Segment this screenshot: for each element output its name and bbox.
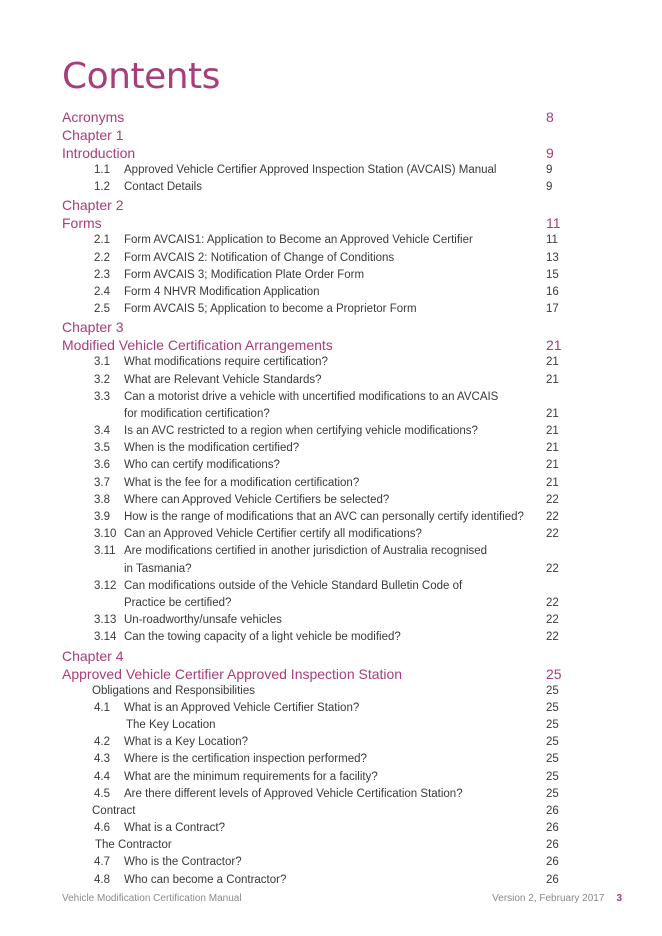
toc-item[interactable]	[62, 440, 560, 457]
toc-item-number: 2.1	[94, 234, 110, 247]
toc-page-number: 25	[546, 701, 559, 714]
toc-page-number: 11	[546, 215, 561, 232]
table-of-contents	[62, 108, 560, 889]
toc-item-text: Can the towing capacity of a light vehicle be modified?	[124, 631, 401, 644]
toc-item-text: Un-roadworthy/unsafe vehicles	[124, 614, 282, 627]
toc-item[interactable]	[62, 769, 560, 786]
toc-item-number: 3.3	[94, 390, 110, 403]
toc-page-number: 21	[546, 407, 559, 420]
toc-page-number: 26	[546, 804, 559, 817]
toc-item[interactable]	[62, 751, 560, 768]
toc-item-number: 3.9	[94, 511, 110, 524]
page-footer	[62, 893, 622, 904]
toc-item-text: Can a motorist drive a vehicle with uncertified modifications to an AVCAIS	[124, 390, 499, 403]
toc-subheading-obligations[interactable]	[62, 683, 560, 700]
toc-page-number: 21	[546, 356, 559, 369]
chapter-title: Introduction	[62, 145, 136, 161]
toc-item-text: When is the modification certified?	[124, 442, 300, 455]
chapter-label: Chapter 1	[62, 127, 124, 143]
toc-page-number: 26	[546, 822, 559, 835]
toc-page-number: 22	[546, 614, 559, 627]
toc-item[interactable]	[62, 526, 560, 543]
toc-item-text: Form AVCAIS 2: Notification of Change of Conditions	[124, 251, 395, 264]
toc-item-number: 4.8	[94, 873, 110, 886]
toc-item-text: Are modifications certified in another jurisdiction of Australia recognised	[124, 545, 488, 558]
toc-page-number: 9	[546, 145, 554, 161]
toc-chapter-2	[62, 196, 560, 214]
toc-entry-chapter-2[interactable]	[62, 214, 560, 232]
toc-item-number: 3.12	[94, 579, 117, 592]
toc-item-number: 3.10	[94, 528, 117, 541]
toc-page-number: 26	[546, 873, 559, 886]
toc-item-number: 4.4	[94, 770, 110, 783]
toc-item-number: 3.7	[94, 476, 110, 489]
toc-page-number: 8	[546, 109, 554, 125]
toc-section-label: Acronyms	[62, 109, 125, 125]
footer-page-number: 3	[616, 893, 622, 904]
toc-item-text: What is the fee for a modification certification?	[124, 476, 360, 489]
toc-item[interactable]	[62, 872, 560, 889]
toc-page-number: 25	[546, 736, 559, 749]
toc-item-number: 4.5	[94, 787, 110, 800]
toc-page-number: 25	[546, 718, 559, 731]
toc-item-text: Form AVCAIS 3; Modification Plate Order Form	[124, 268, 365, 281]
toc-page-number: 13	[546, 251, 559, 264]
toc-page-number: 22	[546, 597, 559, 610]
chapter-title: Modified Vehicle Certification Arrangements	[62, 337, 333, 354]
toc-item-text-continued: Practice be certified?	[124, 597, 232, 610]
chapter-label: Chapter 4	[62, 647, 124, 664]
toc-item[interactable]	[62, 578, 560, 612]
toc-item[interactable]	[62, 820, 560, 837]
toc-page-number: 25	[546, 665, 562, 682]
toc-subheading-key-location[interactable]	[62, 717, 560, 734]
toc-page-number: 21	[546, 442, 559, 455]
toc-item-number: 3.1	[94, 356, 110, 369]
toc-page-number: 25	[546, 787, 559, 800]
toc-item[interactable]	[62, 492, 560, 509]
chapter-title: Forms	[62, 215, 102, 232]
toc-item-number: 1.1	[94, 164, 110, 176]
toc-item-number: 3.8	[94, 493, 110, 506]
page-title: Contents	[62, 56, 220, 97]
toc-item-number: 2.3	[94, 268, 110, 281]
toc-item-number: 4.6	[94, 822, 110, 835]
toc-item[interactable]	[62, 734, 560, 751]
chapter-label: Chapter 2	[62, 197, 124, 214]
toc-item[interactable]	[62, 423, 560, 440]
toc-item[interactable]	[62, 629, 560, 646]
toc-page-number: 25	[546, 753, 559, 766]
toc-item[interactable]	[62, 612, 560, 629]
toc-item-number: 3.5	[94, 442, 110, 455]
toc-item-text: Where can Approved Vehicle Certifiers be selected?	[124, 493, 390, 506]
toc-item-text: Form AVCAIS 5; Application to become a Proprietor Form	[124, 303, 417, 316]
toc-item-text: Form AVCAIS1: Application to Become an Approved Vehicle Certifier	[124, 234, 473, 247]
toc-subheading-text: Obligations and Responsibilities	[92, 684, 256, 697]
toc-entry-acronyms[interactable]	[62, 108, 560, 126]
toc-item-text: Are there different levels of Approved Vehicle Certification Station?	[124, 787, 463, 800]
toc-page-number: 15	[546, 268, 559, 281]
toc-page-number: 21	[546, 476, 559, 489]
toc-item-number: 4.3	[94, 753, 110, 766]
toc-item[interactable]	[62, 457, 560, 474]
toc-item-text: How is the range of modifications that an AVC can personally certify identified?	[124, 511, 524, 524]
toc-page-number: 22	[546, 493, 559, 506]
toc-item[interactable]	[62, 284, 560, 301]
toc-page-number: 26	[546, 839, 559, 852]
toc-page-number: 21	[546, 373, 559, 386]
toc-item-text: What is an Approved Vehicle Certifier Station?	[124, 701, 360, 714]
toc-entry-chapter-3[interactable]	[62, 336, 560, 354]
toc-item[interactable]	[62, 786, 560, 803]
toc-entry-chapter-4[interactable]	[62, 665, 560, 683]
toc-chapter-3	[62, 318, 560, 336]
toc-item-text-continued: in Tasmania?	[124, 562, 192, 575]
toc-item-number: 3.2	[94, 373, 110, 386]
toc-page-number: 21	[546, 425, 559, 438]
toc-item-text: What modifications require certification?	[124, 356, 328, 369]
toc-item[interactable]	[62, 854, 560, 871]
toc-item-text: Contact Details	[124, 181, 202, 194]
toc-item-number: 3.11	[94, 545, 116, 558]
toc-subheading-text: The Contractor	[95, 839, 172, 852]
toc-subheading-text: Contract	[92, 804, 136, 817]
toc-item[interactable]	[62, 509, 560, 526]
toc-item[interactable]	[62, 389, 560, 423]
toc-subheading-contractor[interactable]	[62, 837, 560, 854]
chapter-label: Chapter 3	[62, 319, 124, 336]
toc-item-text: What are the minimum requirements for a facility?	[124, 770, 378, 783]
toc-page-number: 21	[546, 459, 559, 472]
toc-page-number: 25	[546, 770, 559, 783]
toc-item[interactable]	[62, 301, 560, 318]
toc-item[interactable]	[62, 372, 560, 389]
toc-item-text: What is a Key Location?	[124, 736, 249, 749]
toc-item-number: 2.2	[94, 251, 110, 264]
toc-item[interactable]	[62, 475, 560, 492]
toc-item-text: What are Relevant Vehicle Standards?	[124, 373, 322, 386]
toc-page-number: 17	[546, 303, 559, 316]
toc-item-number: 1.2	[94, 181, 110, 194]
toc-item-text: Can an Approved Vehicle Certifier certify all modifications?	[124, 528, 422, 541]
toc-item-text: Form 4 NHVR Modification Application	[124, 285, 320, 298]
toc-item-number: 2.5	[94, 303, 110, 316]
toc-page-number: 22	[546, 511, 559, 524]
toc-item-number: 4.2	[94, 736, 110, 749]
toc-item-text: Who is the Contractor?	[124, 856, 242, 869]
toc-item[interactable]	[62, 354, 560, 371]
toc-item-text: Who can become a Contractor?	[124, 873, 287, 886]
toc-item[interactable]	[62, 179, 560, 196]
toc-item[interactable]	[62, 700, 560, 717]
toc-item-number: 3.14	[94, 631, 117, 644]
toc-subheading-contract[interactable]	[62, 803, 560, 820]
toc-item-text: Who can certify modifications?	[124, 459, 280, 472]
toc-page-number: 25	[546, 684, 559, 697]
toc-item-text: Can modifications outside of the Vehicle Standard Bulletin Code of	[124, 579, 463, 592]
toc-item-number: 3.13	[94, 614, 117, 627]
toc-subheading-text: The Key Location	[126, 718, 216, 731]
toc-item[interactable]	[62, 543, 560, 577]
toc-chapter-4	[62, 647, 560, 665]
toc-page-number: 16	[546, 285, 559, 298]
toc-item-text: Where is the certification inspection performed?	[124, 753, 367, 766]
toc-item-text: Is an AVC restricted to a region when certifying vehicle modifications?	[124, 425, 478, 438]
toc-page-number: 22	[546, 528, 559, 541]
footer-version: Version 2, February 2017	[492, 893, 605, 904]
toc-item[interactable]	[62, 267, 560, 284]
toc-item-number: 3.4	[94, 425, 110, 438]
toc-item-number: 4.1	[94, 701, 110, 714]
toc-item[interactable]	[62, 162, 560, 179]
toc-item-text: Approved Vehicle Certifier Approved Inspection Station (AVCAIS) Manual	[124, 164, 497, 176]
toc-entry-chapter-1[interactable]	[62, 144, 560, 162]
toc-item[interactable]	[62, 232, 560, 249]
toc-page-number: 22	[546, 631, 559, 644]
toc-page-number: 22	[546, 562, 559, 575]
toc-item-text-continued: for modification certification?	[124, 407, 270, 420]
toc-item-number: 2.4	[94, 285, 110, 298]
toc-page-number: 21	[546, 337, 562, 354]
toc-item[interactable]	[62, 250, 560, 267]
toc-page-number: 11	[546, 234, 558, 247]
footer-document-title: Vehicle Modification Certification Manual	[62, 893, 242, 904]
chapter-title: Approved Vehicle Certifier Approved Inspection Station	[62, 665, 403, 682]
toc-item-text: What is a Contract?	[124, 822, 225, 835]
toc-item-number: 3.6	[94, 459, 110, 472]
toc-page-number: 9	[546, 164, 553, 176]
toc-chapter-1	[62, 126, 560, 144]
toc-page-number: 26	[546, 856, 559, 869]
toc-item-number: 4.7	[94, 856, 110, 869]
toc-page-number: 9	[546, 181, 553, 194]
